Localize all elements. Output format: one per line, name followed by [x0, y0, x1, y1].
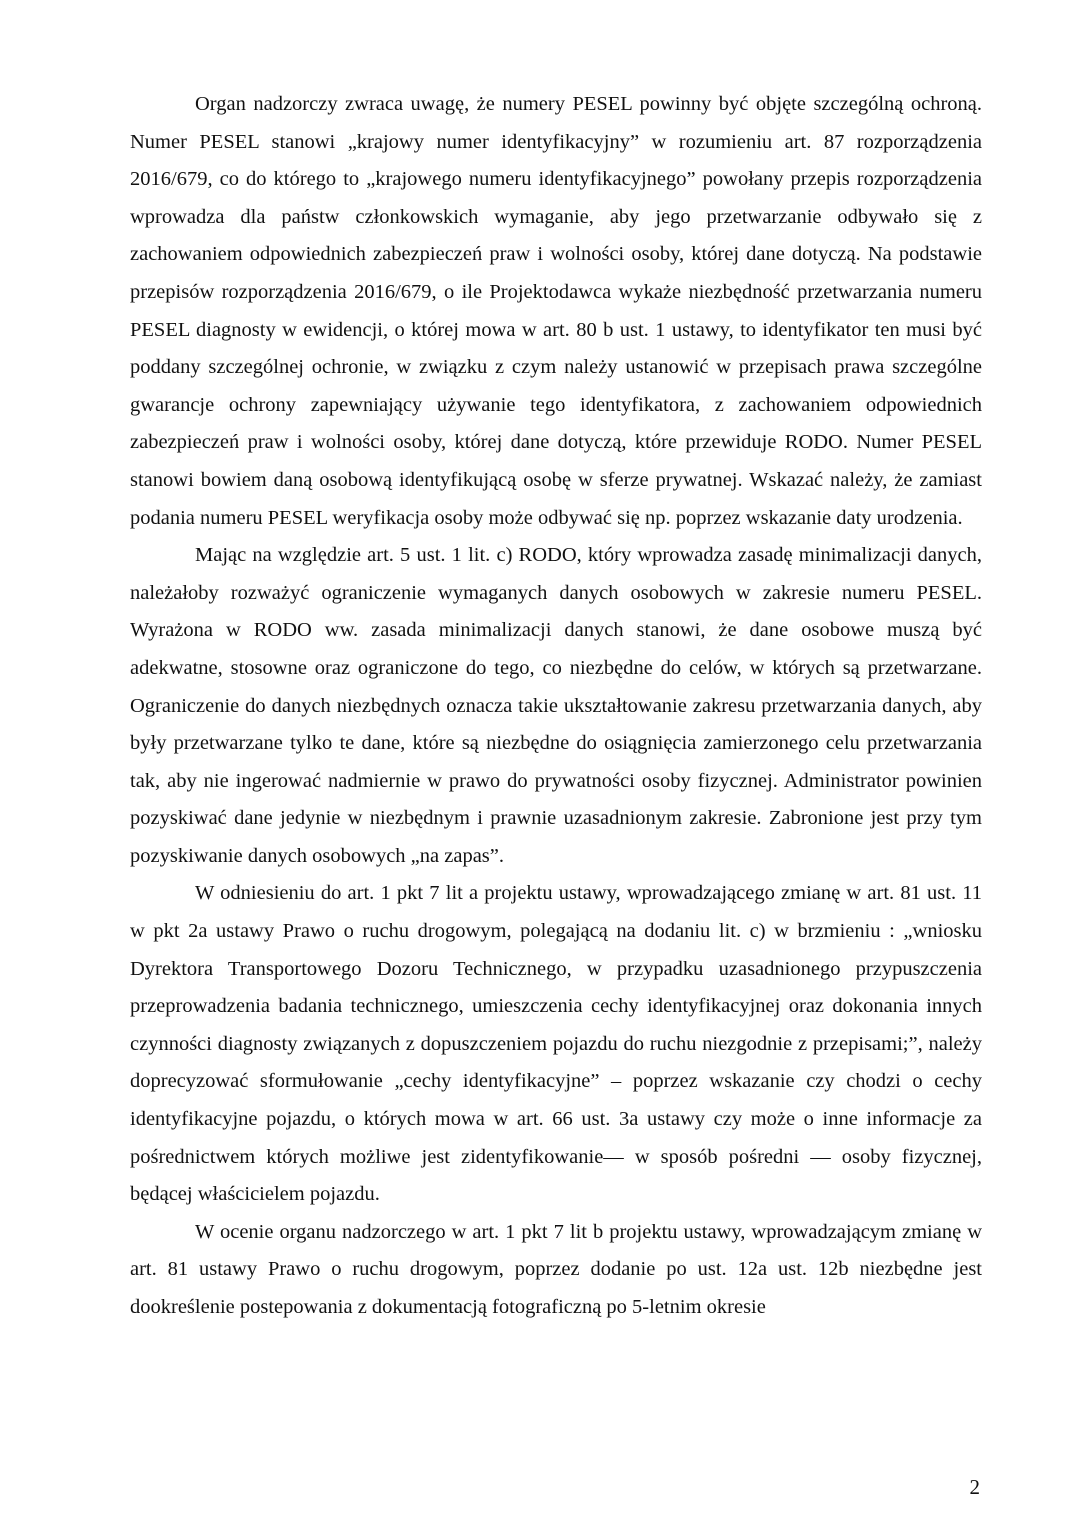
paragraph-identification-features: W odniesieniu do art. 1 pkt 7 lit a projektu ustawy, wprowadzającego zmianę w art. 81 ust. 11 w pkt 2a ustawy Prawo o ruchu drogowym, polegającą na dodaniu lit. c) w brzmieniu : „wniosku Dyrektora Transportowego Dozoru Technicznego, w przypadku uzasadnionego przypuszczenia przeprowadzenia badania technicznego, umieszczenia cechy identyfikacyjnej oraz dokonania innych czynności diagnosty związanych z dopuszczeniem pojazdu do ruchu niezgodnie z przepisami;”, należy doprecyzować sformułowanie „cechy identyfikacyjne” – poprzez wskazanie czy chodzi o cechy identyfikacyjne pojazdu, o których mowa w art. 66 ust. 3a ustawy czy może o inne informacje za pośrednictwem których możliwe jest zidentyfikowanie— w sposób pośredni — osoby fizycznej, będącej właścicielem pojazdu.: [130, 882, 982, 1206]
document-body: [130, 86, 982, 1327]
page-number: 2: [969, 1475, 980, 1499]
paragraph-data-minimization: Mając na względzie art. 5 ust. 1 lit. c) RODO, który wprowadza zasadę minimalizacji danych, należałoby rozważyć ograniczenie wymaganych danych osobowych w zakresie numeru PESEL. Wyrażona w RODO ww. zasada minimalizacji danych stanowi, że dane osobowe muszą być adekwatne, stosowne oraz ograniczone do tego, co niezbędne do celów, w których są przetwarzane. Ograniczenie do danych niezbędnych oznacza takie ukształtowanie zakresu przetwarzania danych, aby były przetwarzane tylko te dane, które są niezbędne do osiągnięcia zamierzonego celu przetwarzania tak, aby nie ingerować nadmiernie w prawo do prywatności osoby fizycznej. Administrator powinien pozyskiwać dane jedynie w niezbędnym i prawnie uzasadnionym zakresie. Zabronione jest przy tym pozyskiwanie danych osobowych „na zapas”.: [130, 544, 982, 867]
paragraph-pesel-protection: Organ nadzorczy zwraca uwagę, że numery PESEL powinny być objęte szczególną ochroną. Numer PESEL stanowi „krajowy numer identyfikacyjny” w rozumieniu art. 87 rozporządzenia 2016/679, co do którego to „krajowego numeru identyfikacyjnego” powołany przepis rozporządzenia wprowadza dla państw członkowskich wymaganie, aby jego przetwarzanie odbywało się z zachowaniem odpowiednich zabezpieczeń praw i wolności osoby, której dane dotyczą. Na podstawie przepisów rozporządzenia 2016/679, o ile Projektodawca wykaże niezbędność przetwarzania numeru PESEL diagnosty w ewidencji, o której mowa w art. 80 b ust. 1 ustawy, to identyfikator ten musi być poddany szczególnej ochronie, w związku z czym należy ustanowić w przepisach prawa szczególne gwarancje ochrony zapewniający używanie tego identyfikatora, z zachowaniem odpowiednich zabezpieczeń praw i wolności osoby, której dane dotyczą, które przewiduje RODO. Numer PESEL stanowi bowiem daną osobową identyfikującą osobę w sferze prywatnej. Wskazać należy, że zamiast podania numeru PESEL weryfikacja osoby może odbywać się np. poprzez wskazanie daty urodzenia.: [130, 93, 982, 529]
paragraph-photo-documentation: W ocenie organu nadzorczego w art. 1 pkt 7 lit b projektu ustawy, wprowadzającym zmianę w art. 81 ustawy Prawo o ruchu drogowym, poprzez dodanie po ust. 12a ust. 12b niezbędne jest dookreślenie postepowania z dokumentacją fotograficzną po 5-letnim okresie: [130, 1220, 982, 1318]
